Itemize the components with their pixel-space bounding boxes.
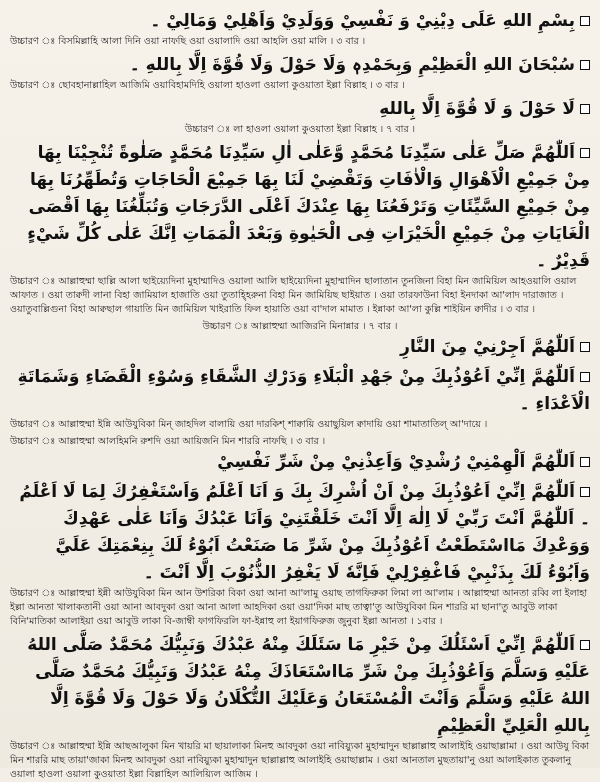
dua-1 bbox=[10, 8, 590, 49]
dua-1-arabic: بِسْمِ اللهِ عَلَى دِيْنِيْ وَ نَفْسِيْ وَوَلَدِيْ وَاَهْلِيْ وَمَالِيْ ۔ bbox=[10, 8, 590, 35]
checkbox-icon bbox=[580, 487, 590, 497]
dua-4-pronunciation: উচ্চারণ ঃ আল্লাহুম্মা ছাল্লি আলা ছাইয়্যেদিনা মুহাম্মাদিও ওয়ালা আলি ছাইয়্যেদিনা মুহাম্মাদিন ছালাতান তুনজিনা বিহা মিন জামিয়িল আহওয়ালি ওয়াল আফাত । ওয়া তাক্বদী লানা বিহা জামিয়াল হাজাতি ওয়া তুতাহ্হিরুনা বিহা মিন জামিয়িছ ছাইয়াত । ওয়া তারফাউনা বিহা ইনদাকা আ'লাদ দারাজাত । ওয়াতুবাল্লিগুনা বিহা আক্বছাল গায়াতি মিন জামিয়িল খাইরাতি ফিল হায়াতি ওয়া বা'দাল মামাত । ইন্নাকা আ'লা কুল্লি শাইয়িন ক্বাদীর । ৩ বার । bbox=[10, 276, 577, 315]
dua-6 bbox=[10, 364, 590, 432]
dua-5 bbox=[10, 320, 590, 361]
dua-2-arabic: سُبْحَانَ اللهِ الْعَظِيْمِ وَبِحَمْدِهٖ وَلَا حَوْلَ وَلَا قُوَّةَ اِلَّا بِاللهِ ۔ bbox=[10, 52, 590, 79]
dua-6-pronunciation: উচ্চারণ ঃ আল্লাহুম্মা ইন্নি আউযুবিকা মিন্ জাহদিল বালায়ি ওয়া দারকিশ্ শাক্বায়ি ওয়াছুয়িল ক্বাদায়ি ওয়া শামাতাতিল্ আ'দায়ে । bbox=[10, 419, 488, 430]
checkbox-icon bbox=[580, 457, 590, 467]
dua-4 bbox=[10, 140, 590, 317]
dua-8-arabic: اَللّٰهُمَّ اِنِّيْ اَعُوْذُبِكَ مِنْ اَنْ اُشْرِكَ بِكَ وَ اَنَا اَعْلَمُ وَاَسْتَغْفِرُكَ لِمَا لَا اَعْلَمُ ۔ اَللّٰهُمَّ اَنْتَ رَبِّيْ لَا اِلٰهَ اِلَّا اَنْتَ خَلَقْتَنِيْ وَاَنَا عَبْدُكَ وَاَنَا عَلٰى عَهْدِكَ وَوَعْدِكَ مَااسْتَطَعْتُ اَعُوْذُبِكَ مِنْ شَرِّ مَا صَنَعْتُ اَبُوْءُ لَكَ بِنِعْمَتِكَ عَلَيَّ وَاَبُوْءُ لَكَ بِذَنْبِيْ فَاغْفِرْلِيْ فَاِنَّهٗ لَا يَغْفِرُ الذُّنُوْبَ اِلَّا اَنْتَ ۔ bbox=[19, 482, 590, 583]
checkbox-icon bbox=[580, 640, 590, 650]
dua-2-pronunciation: উচ্চারণ ঃ ছোবহানাল্লাহিল আজিমি ওয়াবিহামদিহি ওয়ালা হাওলা ওয়ালা কুওয়াতা ইল্লা বিল্লাহ । ৩ বার । bbox=[10, 80, 405, 91]
dua-6-arabic: اَللّٰهُمَّ اِنِّيْ اَعُوْذُبِكَ مِنْ جَهْدِ الْبَلَاءِ وَدَرْكِ الشَّقَاءِ وَسُوْءِ الْقَضَاءِ وَشَمَاتَةِ الْاَعْدَاءِ ۔ bbox=[17, 367, 590, 414]
checkbox-icon bbox=[580, 148, 590, 158]
checkbox-icon bbox=[580, 16, 590, 26]
checkbox-icon bbox=[580, 342, 590, 352]
dua-5-pronunciation: উচ্চারণ ঃ আল্লাহুম্মা আজিরনি মিনান্নার । ৭ বার । bbox=[202, 321, 398, 332]
dua-2 bbox=[10, 52, 590, 93]
dua-3-pronunciation: উচ্চারণ ঃ লা হাওলা ওয়ালা কুওয়াতা ইল্লা বিল্লাহ । ৭ বার । bbox=[184, 124, 416, 135]
dua-5-arabic: اَللّٰهُمَّ اَجِرْنِيْ مِنَ النَّارِ bbox=[10, 334, 590, 361]
dua-1-pronunciation: উচ্চারণ ঃ বিসমিল্লাহি আলা দিনি ওয়া নাফছি ওয়া ওয়ালাদি ওয়া আহলি ওয়া মালি । ৩ বার । bbox=[10, 36, 366, 47]
dua-4-arabic: اَللّٰهُمَّ صَلِّ عَلٰى سَيِّدِنَا مُحَمَّدٍ وَّعَلٰى اٰلِ سَيِّدِنَا مُحَمَّدٍ صَلٰوةً تُنْجِيْنَا بِهَا مِنْ جَمِيْعِ الْاَهْوَالِ وَالْاٰفَاتِ وَتَقْضِيْ لَنَا بِهَا جَمِيْعَ الْحَاجَاتِ وَتُطَهِّرُنَا بِهَا مِنْ جَمِيْعِ السَّيِّئَاتِ وَتَرْفَعُنَا بِهَا عِنْدَكَ اَعْلَى الدَّرَجَاتِ وَتُبَلِّغُنَا بِهَا اَقْصَى الْغَايَاتِ مِنْ جَمِيْعِ الْخَيْرَاتِ فِى الْحَيٰوةِ وَبَعْدَ الْمَمَاتِ اِنَّكَ عَلٰى كُلِّ شَيْءٍ قَدِيْرٌ ۔ bbox=[27, 143, 590, 271]
dua-9-pronunciation: উচ্চারণ ঃ আল্লাহুম্মা ইন্নি আছআলুকা মিন খায়রি মা ছায়ালাকা মিনহু আবদুকা ওয়া নাবিয়্যুকা মুহাম্মাদুন ছাল্লাল্লাহু আলাইহি ওয়াছাল্লামা । ওয়া আউযু বিকা মিন শাররি মাছ তায়া'জাকা মিনহু আবদুকা ওয়া নাবিয়্যুকা মুহাম্মাদুন ছাল্লাল্লাহু আলাইহি ওয়াছাল্লাম । ওয়া আনতাল মুছতায়া'নু ওয়া আলাইকাত তুকলানু ওয়ালা হাওলা ওয়ালা কুওয়াতা ইল্লা বিল্লাহিল আলিয়্যিল আজিম । bbox=[10, 741, 590, 780]
dua-8-pronunciation: উচ্চারণ ঃ আল্লাহুম্মা ইন্নী আউযুবিকা মিন আন উশরিকা বিকা ওয়া আনা আ'লামু ওয়াছ তাগফিরুকা লিমা লা আ'লাম । আল্লাহুম্মা আনতা রব্বি লা ইলাহা ইল্লা আনতা খালাকতানী ওয়া আনা আবদুকা ওয়া আনা আলা আহদিকা ওয়া ওয়া'দিকা মাছ তাত্বা'তু আউযুবিকা মিন শাররি মা ছানা'তু আবুউ লাকা বিনি'মাতিকা আলাইয়া ওয়া আবুউ লাকা বি-জাম্বী ফাগফিরলি ফা-ইন্নাহু লা ইয়াগফিরুজ জুনুবা ইল্লা আনতা । ১বার । bbox=[10, 588, 588, 627]
dua-7-pronunciation: উচ্চারণ ঃ আল্লাহুম্মা আলহিমনি রুশদি ওয়া আয়িজনি মিন শাররি নাফছি । ৩ বার । bbox=[10, 436, 326, 447]
dua-3-arabic: لَا حَوْلَ وَ لَا قُوَّةَ اِلَّا بِاللهِ bbox=[10, 96, 590, 123]
checkbox-icon bbox=[580, 372, 590, 382]
dua-9 bbox=[10, 632, 590, 782]
checkbox-icon bbox=[580, 60, 590, 70]
dua-3 bbox=[10, 96, 590, 137]
dua-9-arabic: اَللّٰهُمَّ اِنِّيْ اَسْئَلُكَ مِنْ خَيْرِ مَا سَئَلَكَ مِنْهُ عَبْدُكَ وَنَبِيُّكَ مُحَمَّدٌ صَلَّى اللهُ عَلَيْهِ وَسَلَّمَ وَاَعُوْذُبِكَ مِنْ شَرِّ مَااسْتَعَاذَكَ مِنْهُ عَبْدُكَ وَنَبِيُّكَ مُحَمَّدٌ صَلَّى اللهُ عَلَيْهِ وَسَلَّمَ وَاَنْتَ الْمُسْتَعَانُ وَعَلَيْكَ التُّكْلَانُ وَلَا حَوْلَ وَلَا قُوَّةَ اِلَّا بِاللهِ الْعَلِيِّ الْعَظِيْمِ bbox=[27, 635, 590, 736]
checkbox-icon bbox=[580, 104, 590, 114]
dua-7-arabic: اَللّٰهُمَّ اَلْهِمْنِيْ رُشْدِيْ وَاَعِذْنِيْ مِنْ شَرِّ نَفْسِيْ bbox=[10, 449, 590, 476]
dua-7 bbox=[10, 435, 590, 476]
dua-8 bbox=[10, 479, 590, 629]
